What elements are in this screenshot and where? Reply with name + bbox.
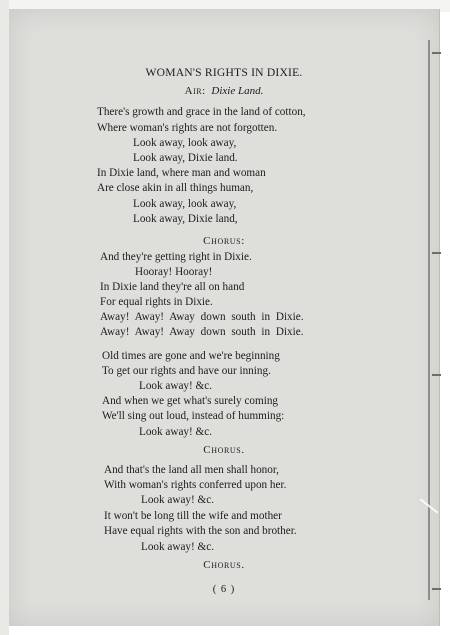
stanza-1-line-1: There's growth and grace in the land of cotton, (97, 106, 306, 118)
stanza-2-line-6: Look away! &c. (139, 426, 213, 438)
stanza-2-line-2: To get our rights and have our inning. (102, 365, 271, 377)
chorus-line-1: And they're getting right in Dixie. (100, 251, 252, 263)
page-number: ( 6 ) (212, 584, 236, 595)
scan-background-left (0, 0, 9, 635)
stanza-2-line-1: Old times are gone and we're beginning (102, 350, 280, 362)
stanza-1-line-7: Look away, look away, (133, 198, 237, 210)
stanza-3-line-3: Look away! &c. (141, 494, 215, 506)
stanza-3-line-4: It won't be long till the wife and mother (104, 510, 282, 522)
chorus-line-6: Away! Away! Away down south in Dixie. (100, 326, 304, 338)
air-label: Air: (184, 85, 206, 97)
stanza-3-line-2: With woman's rights conferred upon her. (104, 479, 287, 491)
air-tune: Dixie Land. (211, 85, 264, 97)
stanza-3-line-6: Look away! &c. (141, 541, 215, 553)
chorus-line-5: Away! Away! Away down south in Dixie. (100, 311, 304, 323)
stanza-2-line-4: And when we get what's surely coming (102, 395, 279, 407)
chorus-label-3: Chorus. (203, 559, 245, 571)
page-content (9, 9, 439, 626)
stanza-1-line-5: In Dixie land, where man and woman (97, 167, 266, 179)
chorus-line-3: In Dixie land they're all on hand (100, 281, 245, 293)
stanza-1-line-2: Where woman's rights are not forgotten. (97, 122, 278, 134)
stanza-1-line-6: Are close akin in all things human, (97, 182, 254, 194)
stanza-2-line-3: Look away! &c. (139, 380, 213, 392)
air-line (9, 84, 439, 99)
stanza-3-line-1: And that's the land all men shall honor, (104, 464, 279, 476)
stanza-3-line-5: Have equal rights with the son and brother. (104, 525, 297, 537)
stanza-1-line-3: Look away, look away, (133, 137, 237, 149)
chorus-line-4: For equal rights in Dixie. (100, 296, 213, 308)
chorus-line-2: Hooray! Hooray! (135, 266, 213, 278)
stanza-1-line-8: Look away, Dixie land, (133, 213, 238, 225)
chorus-label-2: Chorus. (203, 444, 245, 456)
chorus-heading: Chorus: (203, 235, 245, 247)
stanza-2-line-5: We'll sing out loud, instead of humming: (102, 410, 285, 422)
stanza-1-line-4: Look away, Dixie land. (133, 152, 238, 164)
page-title: WOMAN'S RIGHTS IN DIXIE. (145, 66, 303, 79)
